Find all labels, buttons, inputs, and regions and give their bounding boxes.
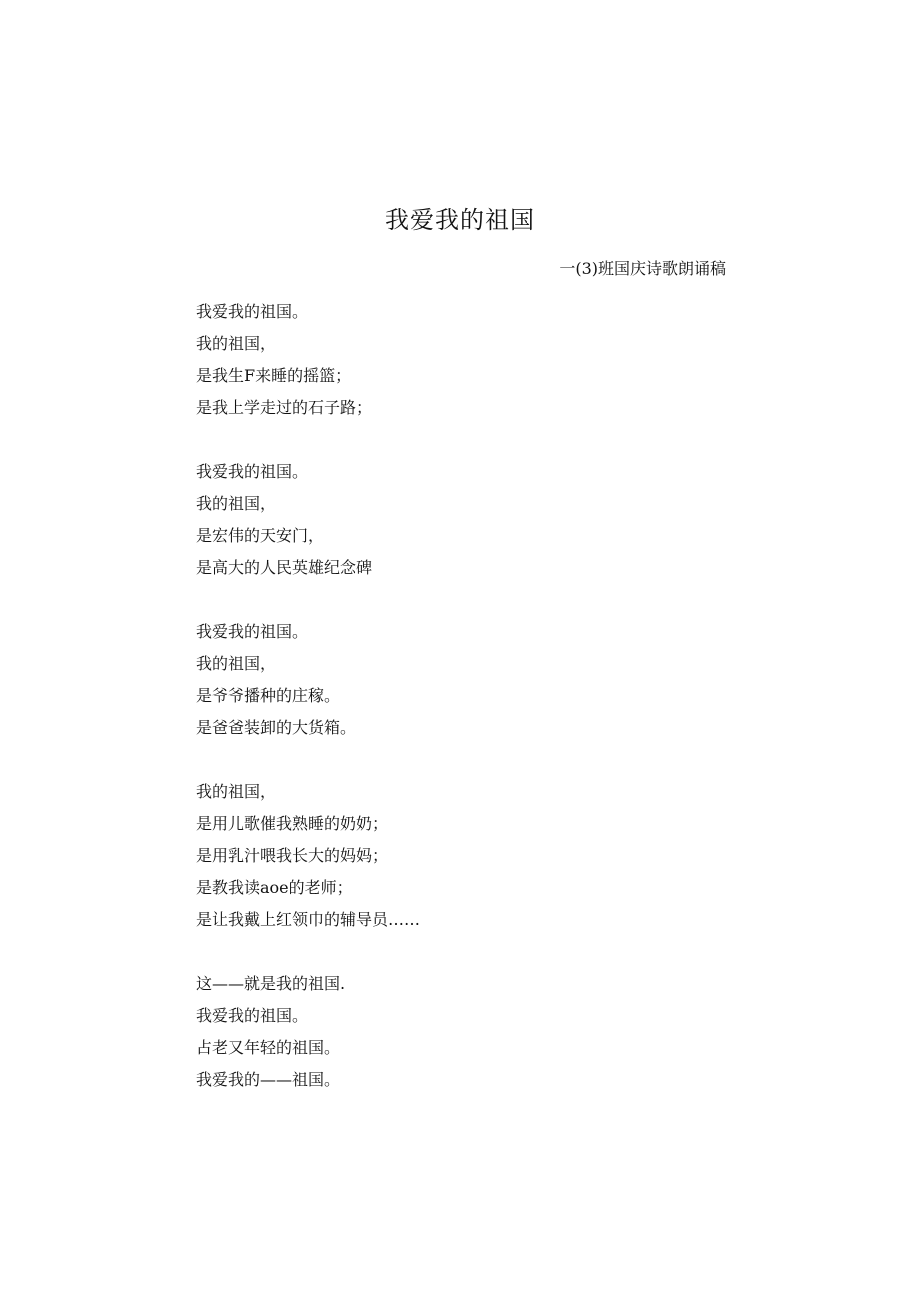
poem-line: 我的祖国， bbox=[196, 494, 277, 513]
poem-line: 是用乳汁喂我长大的妈妈； bbox=[196, 846, 389, 865]
poem-line: 我爱我的祖国。 bbox=[196, 1006, 309, 1025]
stanza-2 bbox=[196, 456, 756, 584]
stanza-1 bbox=[196, 296, 756, 424]
poem-line: 我爱我的——祖国。 bbox=[196, 1070, 341, 1089]
poem-line: 我的祖国， bbox=[196, 334, 277, 353]
poem-line: 是爷爷播种的庄稼。 bbox=[196, 686, 341, 705]
poem-line: 是高大的人民英雄纪念碑 bbox=[196, 558, 373, 577]
poem-line: 我的祖国， bbox=[196, 782, 277, 801]
poem-line: 我爱我的祖国。 bbox=[196, 302, 309, 321]
poem-line: 是我生F来睡的摇篮； bbox=[196, 366, 352, 385]
poem-line: 这——就是我的祖国. bbox=[196, 974, 346, 993]
poem-subtitle: 一(3)班国庆诗歌朗诵稿 bbox=[559, 259, 726, 278]
stanza-5 bbox=[196, 968, 756, 1096]
poem-title: 我爱我的祖国 bbox=[385, 206, 535, 234]
poem-body bbox=[196, 296, 756, 1128]
poem-line: 是用儿歌催我熟睡的奶奶； bbox=[196, 814, 389, 833]
poem-line: 是宏伟的天安门， bbox=[196, 526, 325, 545]
poem-line: 我爱我的祖国。 bbox=[196, 462, 309, 481]
poem-line: 是我上学走过的石子路； bbox=[196, 398, 373, 417]
poem-line: 我爱我的祖国。 bbox=[196, 622, 309, 641]
poem-line: 是让我戴上红领巾的辅导员…… bbox=[196, 910, 421, 929]
poem-line: 是教我读aoe的老师； bbox=[196, 878, 353, 897]
stanza-3 bbox=[196, 616, 756, 744]
poem-line: 是爸爸装卸的大货箱。 bbox=[196, 718, 357, 737]
stanza-4 bbox=[196, 776, 756, 936]
poem-line: 我的祖国， bbox=[196, 654, 277, 673]
poem-line: 占老又年轻的祖国。 bbox=[196, 1038, 341, 1057]
